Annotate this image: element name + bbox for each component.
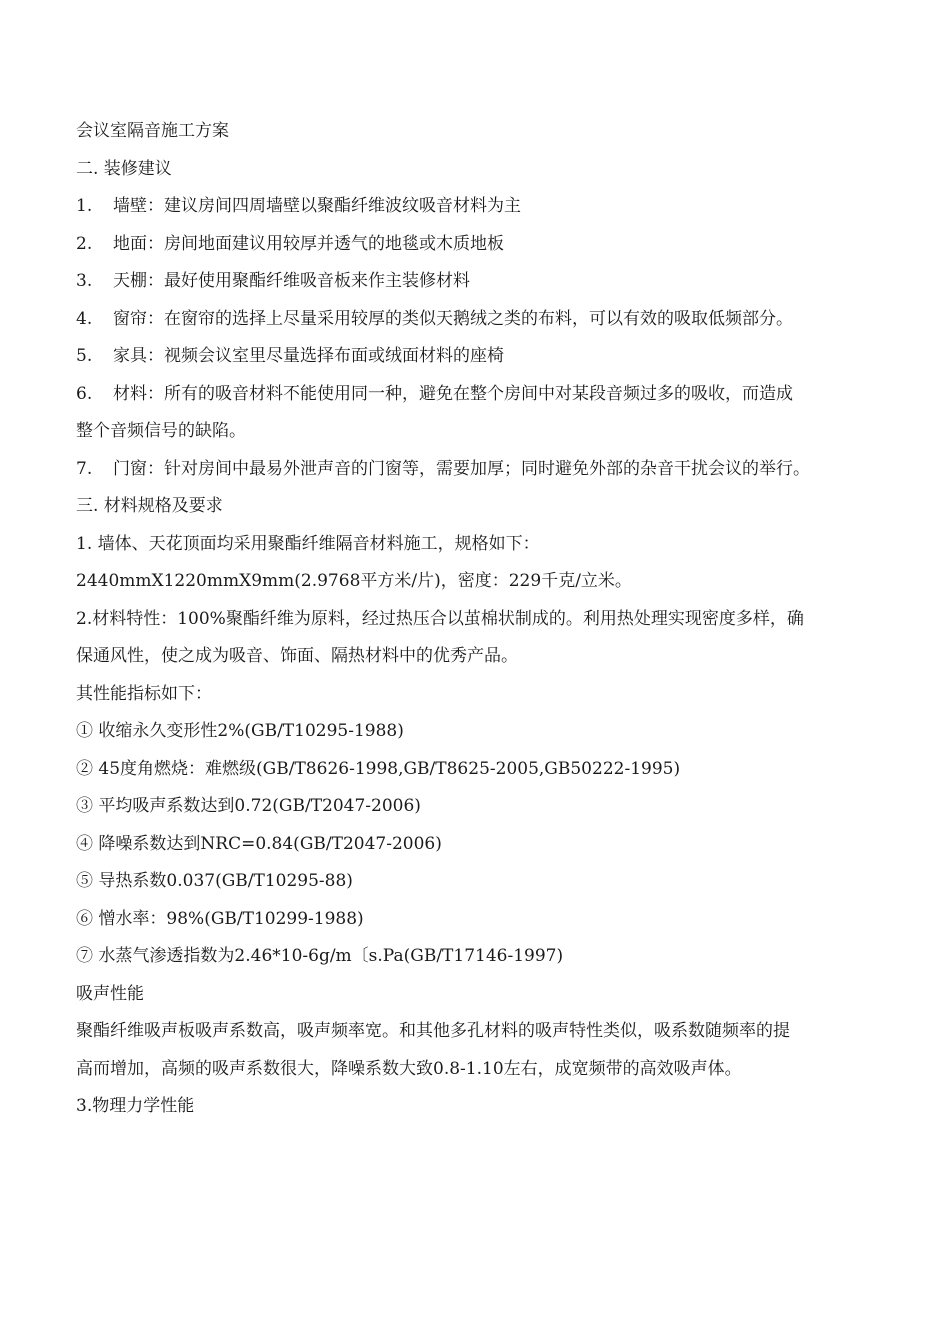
section-3-heading: 三. 材料规格及要求 [76,496,223,516]
property-line-continuation: 保通风性，使之成为吸音、饰面、隔热材料中的优秀产品。 [76,646,518,666]
indicator-item: ⑦ 水蒸气渗透指数为2.46*10-6g/m〔s.Pa(GB/T17146-1997) [76,946,564,966]
acoustic-paragraph: 聚酯纤维吸声板吸声系数高，吸声频率宽。和其他多孔材料的吸声特性类似，吸系数随频率的提 [76,1021,790,1041]
acoustic-heading: 吸声性能 [76,983,144,1004]
list-text: 家具：视频会议室里尽量选择布面或绒面材料的座椅 [113,346,504,366]
list-number: 2. [76,233,93,254]
list-number: 1. [76,196,93,216]
list-text: 材料：所有的吸音材料不能使用同一种，避免在整个房间中对某段音频过多的吸收，而造成 [113,383,793,404]
acoustic-paragraph-continuation: 高而增加，高频的吸声系数很大，降噪系数大致0.8-1.10左右，成宽频带的高效吸声体。 [76,1058,742,1079]
list-number: 4. [76,308,93,329]
indicator-item: ⑥ 憎水率：98%(GB/T10299-1988) [76,908,364,929]
document-page [76,113,896,1126]
indicator-item: ③ 平均吸声系数达到0.72(GB/T2047-2006) [76,796,421,816]
list-item [76,301,896,339]
list-text: 天棚：最好使用聚酯纤维吸音板来作主装修材料 [113,271,470,291]
indicator-item: ⑤ 导热系数0.037(GB/T10295-88) [76,871,353,891]
list-number: 7. [76,458,93,479]
list-number: 3. [76,271,93,291]
list-item [76,376,896,414]
indicator-item: ④ 降噪系数达到NRC=0.84(GB/T2047-2006) [76,833,442,854]
indicator-item: ② 45度角燃烧：难燃级(GB/T8626-1998,GB/T8625-2005,GB50222-1995) [76,758,681,779]
indicator-item: ① 收缩永久变形性2%(GB/T10295-1988) [76,721,404,741]
list-text: 地面：房间地面建议用较厚并透气的地毯或木质地板 [113,233,504,254]
list-number: 5. [76,346,93,366]
list-text: 墙壁：建议房间四周墙壁以聚酯纤维波纹吸音材料为主 [113,196,521,216]
list-item [76,188,896,226]
list-number: 6. [76,383,93,404]
section-2-heading: 二. 装修建议 [76,158,172,179]
list-item [76,226,896,264]
list-item [76,263,896,301]
spec-line: 1. 墙体、天花顶面均采用聚酯纤维隔音材料施工，规格如下： [76,533,540,554]
list-item [76,451,896,489]
property-line: 2.材料特性：100%聚酯纤维为原料，经过热压合以茧棉状制成的。利用热处理实现密度多样，确 [76,608,804,629]
list-item [76,338,896,376]
list-text: 窗帘：在窗帘的选择上尽量采用较厚的类似天鹅绒之类的布料，可以有效的吸取低频部分。 [113,308,793,329]
mechanical-heading: 3.物理力学性能 [76,1096,195,1116]
list-text: 门窗：针对房间中最易外泄声音的门窗等，需要加厚；同时避免外部的杂音干扰会议的举行。 [113,458,810,479]
indicators-heading: 其性能指标如下： [76,683,212,704]
document-title: 会议室隔音施工方案 [76,121,229,141]
list-item-continuation: 整个音频信号的缺陷。 [76,421,246,441]
spec-dimensions: 2440mmX1220mmX9mm(2.9768平方米/片)，密度：229千克/立米。 [76,571,632,591]
